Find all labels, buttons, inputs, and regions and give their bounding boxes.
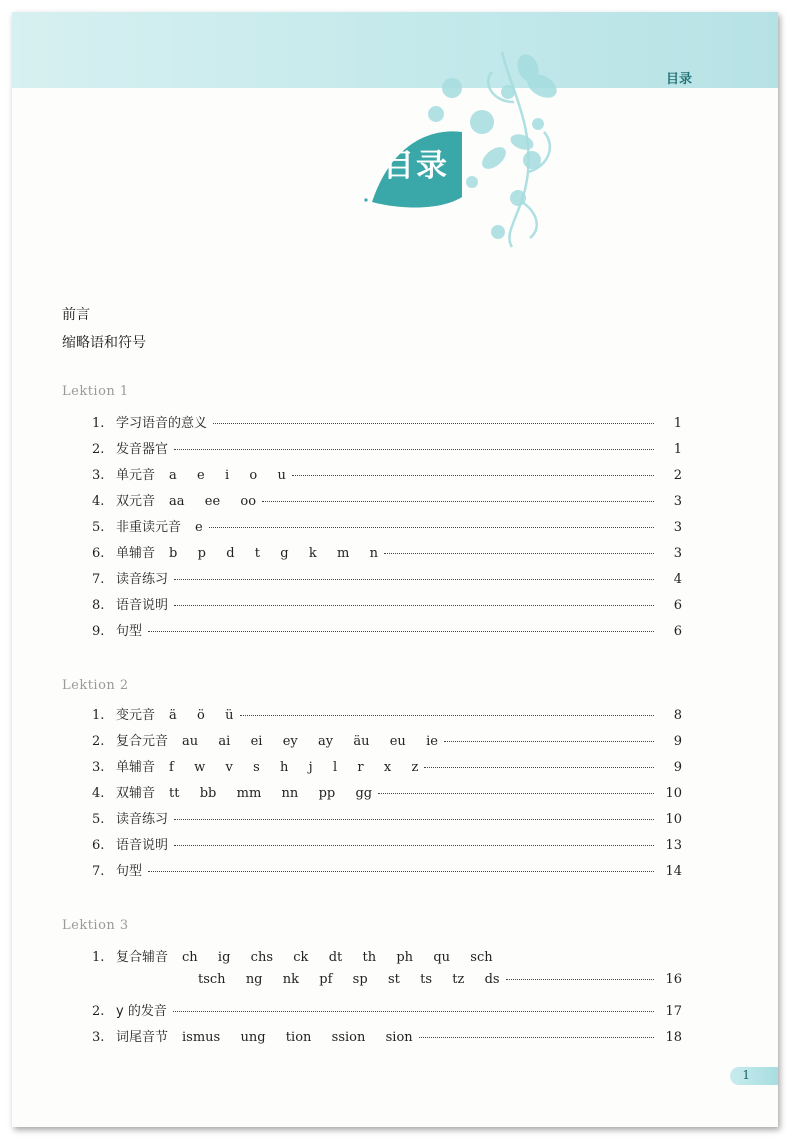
entry-page: 6 <box>673 598 682 613</box>
leader-dots <box>173 1011 654 1012</box>
entry-page: 9 <box>673 760 682 775</box>
toc-entry-continuation[interactable] <box>198 972 682 994</box>
entry-number: 7. <box>92 864 105 879</box>
entry-page: 4 <box>673 572 682 587</box>
leader-dots <box>240 715 655 716</box>
entry-label: 单辅音 <box>116 546 156 561</box>
entry-number: 1. <box>92 416 105 431</box>
entry-page: 14 <box>665 864 682 879</box>
entry-number: 9. <box>92 624 105 639</box>
entry-number: 2. <box>92 734 105 749</box>
page-number: 1 <box>742 1068 750 1082</box>
toc-entry[interactable] <box>92 568 682 590</box>
leader-dots <box>506 979 654 980</box>
front-matter-abbreviations: 缩略语和符号 <box>62 335 146 351</box>
entry-phonemes: ch ig chs ck dt th ph qu sch <box>182 950 493 965</box>
entry-phonemes: aa ee oo <box>169 494 257 509</box>
entry-label: y 的发音 <box>116 1004 167 1019</box>
entry-number: 8. <box>92 598 105 613</box>
entry-number: 1. <box>92 708 105 723</box>
entry-phonemes: b p d t g k m n <box>169 546 378 561</box>
leader-dots <box>384 553 654 554</box>
toc-entry[interactable] <box>92 594 682 616</box>
toc-entry[interactable] <box>92 490 682 512</box>
entry-label: 非重读元音 <box>116 520 182 535</box>
entry-phonemes: ä ö ü <box>169 708 234 723</box>
entry-label: 句型 <box>116 624 143 639</box>
toc-entry[interactable] <box>92 704 682 726</box>
entry-number: 5. <box>92 812 105 827</box>
leader-dots <box>209 527 654 528</box>
entry-label: 单元音 <box>116 468 156 483</box>
entry-label: 语音说明 <box>116 838 169 853</box>
entry-label: 词尾音节 <box>116 1030 169 1045</box>
entry-page: 18 <box>665 1030 682 1045</box>
lesson-heading: Lektion 3 <box>62 918 129 933</box>
entry-number: 1. <box>92 950 105 965</box>
document-page <box>12 12 778 1127</box>
leader-dots <box>174 605 654 606</box>
entry-number: 5. <box>92 520 105 535</box>
entry-label: 学习语音的意义 <box>116 416 208 431</box>
leader-dots <box>292 475 654 476</box>
entry-label: 句型 <box>116 864 143 879</box>
leader-dots <box>213 423 654 424</box>
toc-entry[interactable] <box>92 834 682 856</box>
entry-page: 9 <box>673 734 682 749</box>
entry-phonemes: e <box>195 520 203 535</box>
entry-label: 双元音 <box>116 494 156 509</box>
leader-dots <box>148 631 654 632</box>
toc-entry[interactable] <box>92 730 682 752</box>
entry-number: 7. <box>92 572 105 587</box>
leader-dots <box>419 1037 654 1038</box>
entry-page: 10 <box>665 786 682 801</box>
lesson-heading: Lektion 1 <box>62 384 129 399</box>
entry-number: 6. <box>92 838 105 853</box>
entry-page: 1 <box>673 442 682 457</box>
entry-number: 3. <box>92 468 105 483</box>
toc-entry[interactable] <box>92 542 682 564</box>
toc-entry[interactable] <box>92 946 682 968</box>
toc-entry[interactable] <box>92 782 682 804</box>
toc-entry[interactable] <box>92 1026 682 1048</box>
entry-page: 3 <box>673 494 682 509</box>
entry-number: 6. <box>92 546 105 561</box>
leader-dots <box>424 767 654 768</box>
entry-phonemes: f w v s h j l r x z <box>169 760 419 775</box>
entry-page: 16 <box>665 972 682 987</box>
entry-label: 复合辅音 <box>116 950 169 965</box>
entry-page: 8 <box>673 708 682 723</box>
section-label: 目录 <box>665 72 692 87</box>
toc-entry[interactable] <box>92 860 682 882</box>
leader-dots <box>148 871 654 872</box>
toc-entry[interactable] <box>92 516 682 538</box>
entry-page: 3 <box>673 520 682 535</box>
entry-page: 13 <box>665 838 682 853</box>
toc-entry[interactable] <box>92 808 682 830</box>
leader-dots <box>444 741 654 742</box>
entry-page: 17 <box>665 1004 682 1019</box>
entry-page: 2 <box>673 468 682 483</box>
entry-number: 3. <box>92 760 105 775</box>
leader-dots <box>174 449 654 450</box>
entry-page: 1 <box>673 416 682 431</box>
front-matter-preface: 前言 <box>62 307 90 323</box>
entry-label: 复合元音 <box>116 734 169 749</box>
lesson-heading: Lektion 2 <box>62 678 129 693</box>
leader-dots <box>262 501 654 502</box>
leader-dots <box>378 793 654 794</box>
leader-dots <box>174 579 654 580</box>
entry-label: 双辅音 <box>116 786 156 801</box>
entry-page: 10 <box>665 812 682 827</box>
entry-number: 4. <box>92 494 105 509</box>
entry-number: 3. <box>92 1030 105 1045</box>
entry-label: 变元音 <box>116 708 156 723</box>
toc-entry[interactable] <box>92 464 682 486</box>
entry-phonemes: tsch ng nk pf sp st ts tz ds <box>198 972 500 987</box>
toc-entry[interactable] <box>92 412 682 434</box>
page-title: 目录 <box>383 147 449 184</box>
entry-number: 2. <box>92 1004 105 1019</box>
toc-entry[interactable] <box>92 438 682 460</box>
toc-entry[interactable] <box>92 620 682 642</box>
entry-number: 4. <box>92 786 105 801</box>
entry-phonemes: ismus ung tion ssion sion <box>182 1030 413 1045</box>
entry-page: 3 <box>673 546 682 561</box>
leader-dots <box>174 819 654 820</box>
leader-dots <box>174 845 654 846</box>
entry-phonemes: a e i o u <box>169 468 286 483</box>
entry-label: 读音练习 <box>116 572 169 587</box>
entry-number: 2. <box>92 442 105 457</box>
toc-entry[interactable] <box>92 756 682 778</box>
page-number-tab <box>730 1067 778 1085</box>
entry-page: 6 <box>673 624 682 639</box>
entry-label: 读音练习 <box>116 812 169 827</box>
entry-phonemes: tt bb mm nn pp gg <box>169 786 373 801</box>
entry-phonemes: au ai ei ey ay äu eu ie <box>182 734 438 749</box>
entry-label: 发音器官 <box>116 442 169 457</box>
entry-label: 单辅音 <box>116 760 156 775</box>
toc-entry[interactable] <box>92 1000 682 1022</box>
entry-label: 语音说明 <box>116 598 169 613</box>
